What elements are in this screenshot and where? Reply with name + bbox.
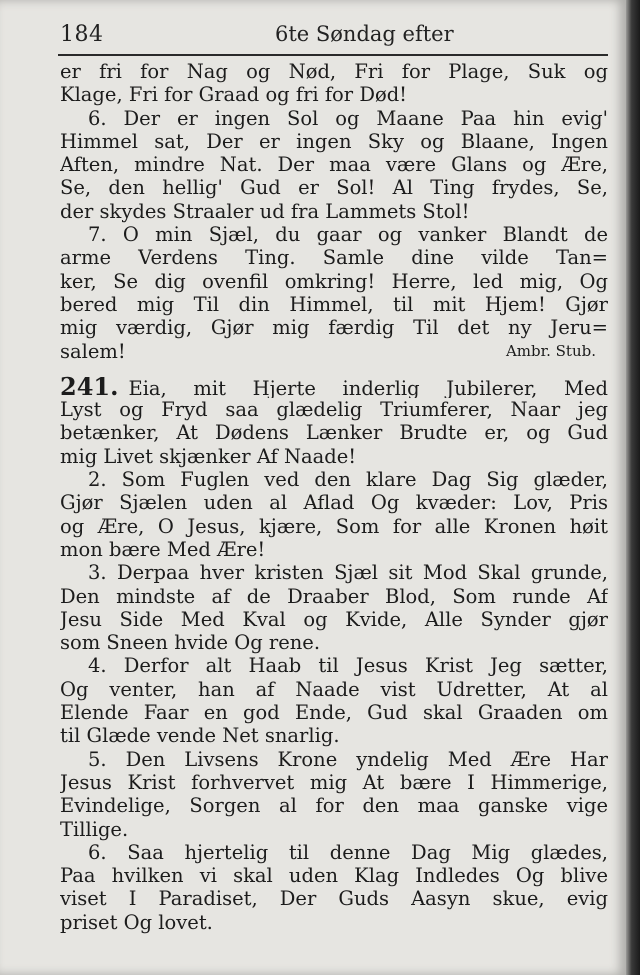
text-line: til Glæde vende Net snarlig. bbox=[60, 724, 340, 748]
text-line: bered mig Til din Himmel, til mit Hjem! Gjør bbox=[60, 292, 608, 316]
page-number: 184 bbox=[60, 22, 104, 47]
text-line: mon bære Med Ære! bbox=[60, 537, 266, 561]
text-line: priset Og lovet. bbox=[60, 910, 213, 934]
verse-line: 5. Den Livsens Krone yndelig Med Ære Har bbox=[88, 747, 608, 771]
text-line: der skydes Straaler ud fra Lammets Stol! bbox=[60, 199, 470, 223]
hymn-text bbox=[60, 60, 608, 934]
verse-line: 3. Derpaa hver kristen Sjæl sit Mod Skal grunde, bbox=[88, 561, 608, 585]
final-line bbox=[60, 340, 608, 363]
text-line: ker, Se dig ovenfil omkring! Herre, led mig, Og bbox=[60, 269, 608, 293]
text-line: Og venter, han af Naade vist Udretter, At al bbox=[60, 677, 608, 701]
page-header bbox=[60, 22, 605, 52]
text-line: Jesu Side Med Kval og Kvide, Alle Synder gjør bbox=[60, 607, 608, 631]
text-line: er fri for Nag og Nød, Fri for Plage, Suk og bbox=[60, 60, 608, 83]
text-line: Tillige. bbox=[60, 817, 129, 841]
hymn-number: 241. bbox=[60, 374, 119, 399]
text-line: Eia, mit Hjerte inderlig Jubilerer, Med bbox=[128, 376, 608, 399]
text-line: betænker, At Dødens Lænker Brudte er, og Gud bbox=[60, 421, 608, 445]
text-line: mig Livet skjænker Af Naade! bbox=[60, 444, 357, 468]
hymn-author: Ambr. Stub. bbox=[505, 341, 596, 360]
text-line: Aften, mindre Nat. Der maa være Glans og Ære, bbox=[60, 153, 608, 177]
text-line: Lyst og Fryd saa glædelig Triumferer, Naar jeg bbox=[60, 398, 608, 422]
header-rule bbox=[58, 54, 608, 56]
text-line: som Sneen hvide Og rene. bbox=[60, 631, 321, 655]
text-line: Den mindste af de Draaber Blod, Som runde Af bbox=[60, 584, 608, 608]
text-line: Paa hvilken vi skal uden Klag Indledes Og blive bbox=[60, 864, 608, 888]
text-line: Gjør Sjælen uden al Aflad Og kvæder: Lov, Pris bbox=[60, 491, 608, 515]
verse-line: 6. Der er ingen Sol og Maane Paa hin evig' bbox=[88, 106, 608, 130]
text-line: mig værdig, Gjør mig færdig Til det ny Jeru= bbox=[60, 316, 608, 340]
verse-line: 4. Derfor alt Haab til Jesus Krist Jeg sætter, bbox=[88, 654, 608, 678]
running-title: 6te Søndag efter bbox=[275, 22, 454, 46]
text-line: Jesus Krist forhvervet mig At bære I Himmerige, bbox=[60, 770, 608, 794]
book-spine-shadow bbox=[626, 0, 640, 975]
hymn-first-line bbox=[60, 375, 608, 398]
text-line: Klage, Fri for Graad og fri for Død! bbox=[60, 83, 408, 107]
text-line: Himmel sat, Der er ingen Sky og Blaane, Ingen bbox=[60, 129, 608, 153]
text-line: Elende Faar en god Ende, Gud skal Graaden om bbox=[60, 701, 608, 725]
text-line: Evindelige, Sorgen al for den maa ganske vige bbox=[60, 794, 608, 818]
verse-line: 7. O min Sjæl, du gaar og vanker Blandt de bbox=[88, 223, 608, 247]
verse-line: 2. Som Fuglen ved den klare Dag Sig glæder, bbox=[88, 468, 608, 492]
text-line: og Ære, O Jesus, kjære, Som for alle Kronen høit bbox=[60, 514, 608, 538]
text-line: arme Verdens Ting. Samle dine vilde Tan= bbox=[60, 246, 608, 270]
text-line: viset I Paradiset, Der Guds Aasyn skue, evig bbox=[60, 887, 608, 911]
text-line: Se, den hellig' Gud er Sol! Al Ting frydes, Se, bbox=[60, 176, 608, 200]
verse-line: 6. Saa hjertelig til denne Dag Mig glædes, bbox=[88, 840, 608, 864]
text-line: salem! bbox=[60, 339, 126, 363]
